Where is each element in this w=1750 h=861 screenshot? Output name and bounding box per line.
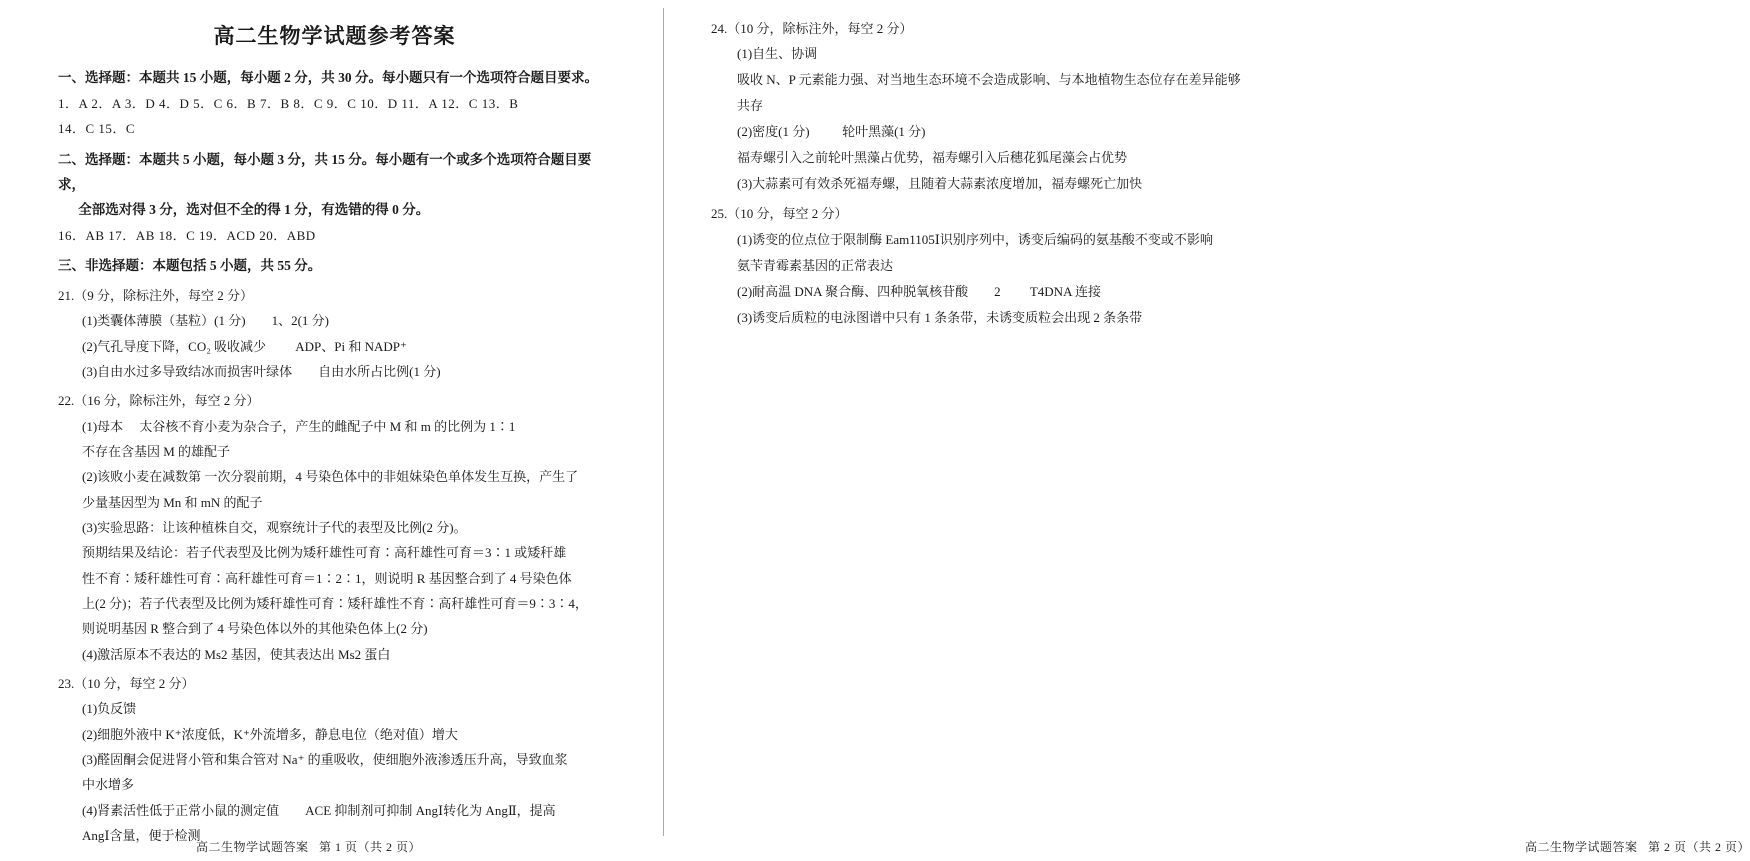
question-23-item-6: AngⅠ含量，便于检测 [82, 828, 201, 844]
page-title: 高二生物学试题参考答案 [213, 24, 456, 48]
question-25-item-3: (2)耐高温 DNA 聚合酶、四种脱氧核苷酸 2 T4DNA 连接 [737, 283, 1101, 299]
question-21-item-1: (1)类囊体薄膜（基粒）(1 分) 1、2(1 分) [82, 313, 329, 329]
question-22-item-8: 上(2 分)；若子代表型及比例为矮秆雄性可育∶矮秆雄性不育∶高秆雄性可育＝9∶3∶4， [82, 596, 588, 611]
question-24-item-4: (2)密度(1 分) 轮叶黑藻(1 分) [737, 124, 926, 140]
question-25-item-2: 氨苄青霉素基因的正常表达 [737, 257, 894, 273]
section-1-answers-line-2: 14．C 15．C [58, 121, 136, 137]
question-22-item-5: (3)实验思路：让该种植株自交，观察统计子代的表型及比例(2 分)。 [82, 519, 467, 535]
question-22-item-2: 不存在含基因 M 的雄配子 [82, 443, 231, 459]
question-21-item-2: (2)气孔导度下降，CO₂ 吸收减少 ADP、Pi 和 NADP⁺ [82, 338, 407, 354]
question-22-heading: 22.（16 分，除标注外，每空 2 分） [58, 393, 260, 409]
question-23-item-5: (4)肾素活性低于正常小鼠的测定值 ACE 抑制剂可抑制 AngⅠ转化为 AngⅡ，提高 [82, 802, 556, 818]
footer-right: 高二生物学试题答案 第 2 页（共 2 页） [1525, 840, 1750, 854]
question-23-item-2: (2)细胞外液中 K⁺浓度低，K⁺外流增多，静息电位（绝对值）增大 [82, 726, 458, 742]
question-21-item-3: (3)自由水过多导致结冰而损害叶绿体 自由水所占比例(1 分) [82, 363, 441, 379]
question-24-item-1: (1)自生、协调 [737, 46, 818, 62]
question-23-item-4: 中水增多 [82, 777, 135, 793]
footer-left: 高二生物学试题答案 第 1 页（共 2 页） [196, 840, 422, 854]
section-3-heading [58, 254, 611, 279]
question-23-heading: 23.（10 分，每空 2 分） [58, 676, 195, 692]
question-23-item-3: (3)醛固酮会促进肾小管和集合管对 Na⁺ 的重吸收，使细胞外液渗透压升高，导致血浆 [82, 752, 568, 768]
question-21-heading: 21.（9 分，除标注外，每空 2 分） [58, 287, 254, 303]
right-column [663, 0, 1750, 861]
left-column [0, 0, 663, 861]
question-24-item-3: 共存 [737, 98, 764, 114]
question-23-item-1: (1)负反馈 [82, 701, 137, 717]
question-24-item-6: (3)大蒜素可有效杀死福寿螺，且随着大蒜素浓度增加，福寿螺死亡加快 [737, 176, 1143, 192]
question-25-item-4: (3)诱变后质粒的电泳图谱中只有 1 条条带，未诱变质粒会出现 2 条条带 [737, 309, 1143, 325]
section-2-heading-text-2: 全部选对得 3 分，选对但不全的得 1 分，有选错的得 0 分。 [78, 201, 430, 217]
section-2-heading [58, 148, 611, 223]
section-1-heading-text: 一、选择题：本题共 15 小题，每小题 2 分，共 30 分。每小题只有一个选项符合题目要求。 [58, 70, 598, 85]
section-3-heading-text: 三、非选择题：本题包括 5 小题，共 55 分。 [58, 257, 322, 273]
question-22-item-10: (4)激活原本不表达的 Ms2 基因，使其表达出 Ms2 蛋白 [82, 646, 391, 662]
section-2-heading-text-1: 二、选择题：本题共 5 小题，每小题 3 分，共 15 分。每小题有一个或多个选项符合题目要求， [58, 151, 592, 192]
question-25-heading: 25.（10 分，每空 2 分） [711, 206, 848, 222]
section-1-heading [58, 66, 611, 91]
question-24-item-5: 福寿螺引入之前轮叶黑藻占优势，福寿螺引入后穗花狐尾藻会占优势 [737, 150, 1128, 166]
question-22-item-4: 少量基因型为 Mn 和 mN 的配子 [82, 494, 263, 510]
question-22-item-7: 性不育∶矮秆雄性可育∶高秆雄性可育＝1∶2∶1，则说明 R 基因整合到了 4 号染色体 [82, 570, 572, 586]
question-22-item-6: 预期结果及结论：若子代表型及比例为矮秆雄性可育∶高秆雄性可育＝3∶1 或矮秆雄 [82, 545, 567, 561]
question-22-item-1: (1)母本 太谷核不育小麦为杂合子，产生的雌配子中 M 和 m 的比例为 1∶1 [82, 418, 516, 434]
section-1-answers-line-1: 1．A 2．A 3．D 4．D 5．C 6．B 7．B 8．C 9．C 10．D 11．A 12．C 13．B [58, 95, 519, 111]
question-24-heading: 24.（10 分，除标注外，每空 2 分） [711, 21, 913, 36]
question-24-item-2: 吸收 N、P 元素能力强、对当地生态环境不会造成影响、与本地植物生态位存在差异能够 [737, 72, 1241, 88]
question-22-item-9: 则说明基因 R 整合到了 4 号染色体以外的其他染色体上(2 分) [82, 621, 428, 637]
question-25-item-1: (1)诱变的位点位于限制酶 Eam1105Ⅰ识别序列中，诱变后编码的氨基酸不变或不影响 [737, 231, 1213, 247]
section-2-answers: 16．AB 17．AB 18．C 19．ACD 20．ABD [58, 227, 316, 243]
question-22-item-3: (2)该败小麦在减数第 一次分裂前期，4 号染色体中的非姐妹染色单体发生互换，产生了 [82, 469, 579, 485]
